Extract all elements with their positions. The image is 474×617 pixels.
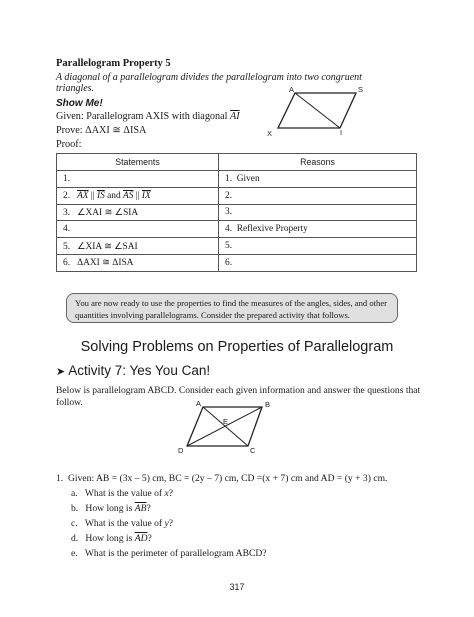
sub-question-b <box>71 503 151 514</box>
sub-segment: $\overline{AB}$ <box>134 503 147 514</box>
parallel-symbol: || <box>133 190 142 201</box>
reason-text: Reflexive Property <box>236 224 308 235</box>
table-row <box>57 171 417 188</box>
sub-segment: $\overline{AD}$ <box>134 533 148 544</box>
sub-question-c <box>71 518 173 529</box>
statement-number: 1. <box>63 173 71 184</box>
table-header-row <box>57 154 417 171</box>
statement-number: 5. <box>63 241 71 252</box>
vertex-label-x: X <box>267 129 273 138</box>
question-given-text: Given: AB = (3x – 5) cm, BC = (2y – 7) cm, CD =(x + 7) cm and AD = (y + 3) cm. <box>68 473 388 484</box>
segment-as: $\overline{AS}$ <box>123 190 134 201</box>
sub-end: ? <box>147 533 152 544</box>
activity-heading <box>56 363 210 378</box>
statement-number: 3. <box>63 207 71 218</box>
prove-line: Prove: ΔAXI ≅ ΔISA <box>56 125 147 136</box>
page-number: 317 <box>229 582 245 592</box>
segment-ix: $\overline{IX}$ <box>141 190 151 201</box>
vertex-label-s: S <box>358 85 364 94</box>
given-text: Given: Parallelogram AXIS with diagonal <box>56 111 231 122</box>
sub-text: What is the perimeter of parallelogram ABCD? <box>84 548 267 559</box>
statement-number: 4. <box>63 224 71 235</box>
sub-question-e <box>71 548 267 559</box>
vertex-label-b: B <box>265 400 271 409</box>
statement-text: ∠XIA ≅ ∠SAI <box>77 241 138 252</box>
vertex-label-a: A <box>289 85 295 94</box>
statement-number: 6. <box>63 258 71 269</box>
reason-text: Given <box>236 173 260 184</box>
reason-cell <box>219 238 417 255</box>
table-row <box>57 238 417 255</box>
show-me-heading: Show Me! <box>56 98 103 109</box>
property-description: A diagonal of a parallelogram divides the parallelogram into two congruent triangles. <box>56 72 362 94</box>
sub-letter: c. <box>71 518 78 529</box>
statement-number: 2. <box>63 190 71 201</box>
sub-letter: b. <box>71 503 79 514</box>
sub-question-a <box>71 488 173 499</box>
given-segment: $\overline{AI}$ <box>230 111 240 122</box>
reason-cell <box>219 171 417 188</box>
table-row <box>57 254 417 271</box>
activity-title: Yes You Can! <box>129 363 211 378</box>
statement-cell <box>57 187 219 204</box>
sub-letter: d. <box>71 533 79 544</box>
statement-cell <box>57 221 219 238</box>
section-title: Solving Problems on Properties of Parallelogram <box>80 339 394 355</box>
statement-cell <box>57 238 219 255</box>
vertex-label-c: C <box>250 446 256 455</box>
reason-number: 2. <box>225 190 233 201</box>
sub-text: What is the value of <box>84 518 165 529</box>
reason-number: 6. <box>225 257 233 268</box>
arrow-icon: ➤ <box>56 366 66 378</box>
sub-text: How long is <box>85 533 135 544</box>
diagonal-ai <box>295 93 340 128</box>
statement-cell <box>57 171 219 188</box>
segment-ax: $\overline{AX}$ <box>77 190 89 201</box>
parallelogram-abcd-figure <box>172 396 282 456</box>
sub-variable: x <box>164 488 169 499</box>
and-word: and <box>104 190 124 201</box>
sub-text: How long is <box>85 503 135 514</box>
given-line <box>56 111 240 122</box>
statement-cell <box>57 254 219 271</box>
reason-cell <box>219 204 417 221</box>
statement-cell <box>57 204 219 221</box>
vertex-label-i: I <box>340 128 343 137</box>
table-row <box>57 221 417 238</box>
reason-cell <box>219 187 417 204</box>
statements-header: Statements <box>57 154 219 171</box>
question-number: 1. <box>56 473 64 484</box>
reasons-header: Reasons <box>219 154 417 171</box>
reason-number: 4. <box>225 224 233 235</box>
question-given <box>56 473 387 484</box>
sub-letter: e. <box>71 548 78 559</box>
statement-text: ΔAXI ≅ ΔISA <box>77 258 134 269</box>
parallelogram-axis-figure <box>265 82 375 138</box>
activity-intro: Below is parallelogram ABCD. Consider each given information and answer the questions that follow. <box>56 385 421 408</box>
property-title: Parallelogram Property 5 <box>56 58 171 69</box>
transition-note-box: You are now ready to use the properties to find the measures of the angles, sides, and other quantities involving parallelograms. Consider the prepared activity that follows. <box>66 293 398 323</box>
reason-number: 1. <box>225 173 233 184</box>
vertex-label-d: D <box>178 446 184 455</box>
sub-text: What is the value of <box>84 488 165 499</box>
table-row <box>57 187 417 204</box>
statement-text: ∠XAI ≅ ∠SIA <box>77 207 139 218</box>
reason-number: 3. <box>225 207 233 218</box>
segment-is: $\overline{IS}$ <box>96 190 105 201</box>
reason-number: 5. <box>225 241 233 252</box>
sub-question-d <box>71 533 152 544</box>
intersection-label-e: E <box>223 417 229 426</box>
table-row <box>57 204 417 221</box>
activity-label: Activity 7: <box>68 363 130 378</box>
reason-cell <box>219 221 417 238</box>
proof-label: Proof: <box>56 139 82 150</box>
sub-end: ? <box>146 503 151 514</box>
reason-cell <box>219 254 417 271</box>
sub-variable: y <box>164 518 169 529</box>
sub-end: ? <box>168 488 174 499</box>
sub-letter: a. <box>71 488 78 499</box>
proof-table <box>56 153 417 272</box>
sub-end: ? <box>168 518 174 529</box>
parallel-symbol: || <box>88 190 97 201</box>
vertex-label-a: A <box>196 399 202 408</box>
